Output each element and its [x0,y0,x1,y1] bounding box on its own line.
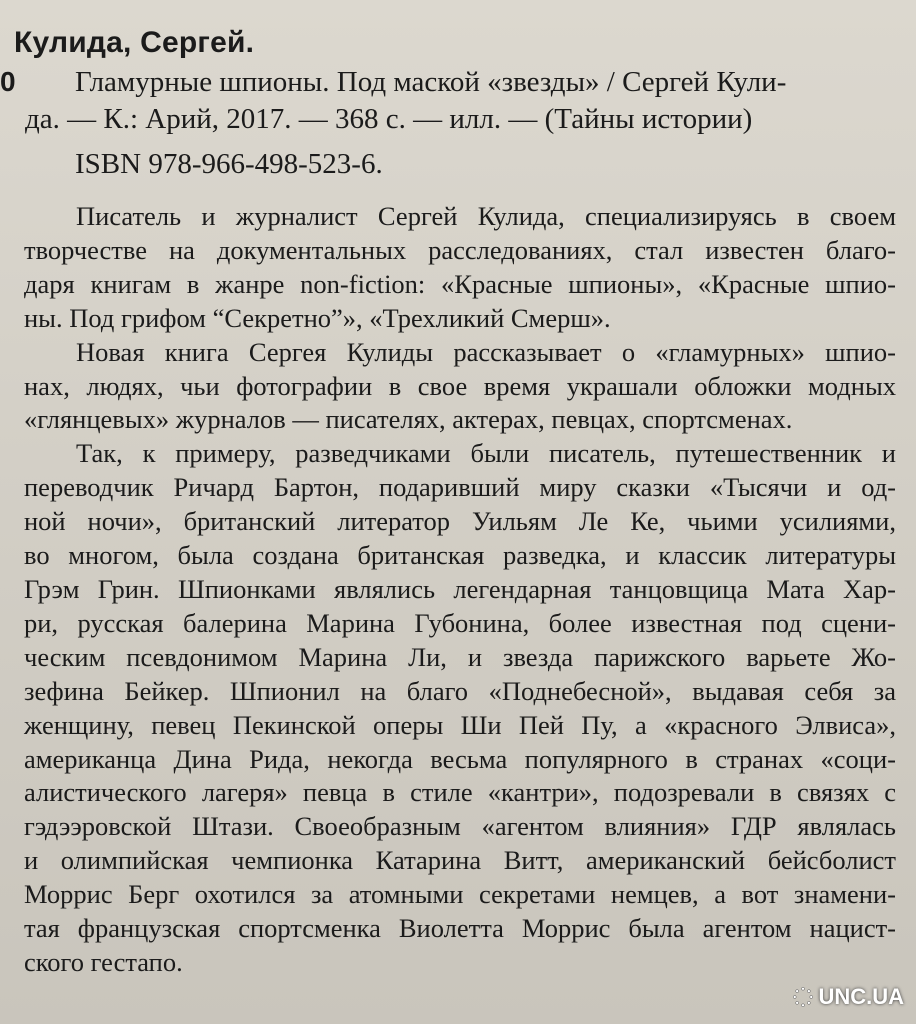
biblio-line-2: да. — К.: Арий, 2017. — 368 с. — илл. — (Тайны истории) [25,103,753,135]
text-line: женщину, певец Пекинской оперы Ши Пей Пу, а «красного Элвиса», [24,709,896,740]
text-line: во многом, была создана британская разведка, и классик литературы [24,540,896,571]
text-line: ческим псевдонимом Марина Ли, и звезда парижского варьете Жо- [24,641,896,672]
text-line: и олимпийская чемпионка Катарина Витт, американский бейсболист [24,845,896,876]
watermark [792,984,904,1010]
text-line: «глянцевых» журналов — писателях, актерах, певцах, спортсменах. [24,404,793,435]
text-line: ского гестапо. [24,946,183,977]
text-line: творчестве на документальных расследованиях, стал известен благо- [24,234,896,265]
bibliographic-record [25,64,895,138]
author-heading: Кулида, Сергей. [14,26,255,59]
annotation-text [24,200,896,980]
text-line: Моррис Берг охотился за атомными секретами немцев, а вот знамени- [24,879,896,910]
text-line: переводчик Ричард Бартон, подаривший миру сказки «Тысячи и од- [24,472,896,503]
text-line: американца Дина Рида, некогда весьма популярного в странах «соци- [24,743,896,774]
text-line: ны. Под грифом “Секретно”», «Трехликий Смерш». [24,302,611,333]
catalog-number: 0 [0,66,16,97]
text-line: алистического лагеря» певца в стиле «кантри», подозревали в связях с [24,777,896,808]
star-icon [792,986,814,1008]
biblio-line-1: Гламурные шпионы. Под маской «звезды» / Сергей Кули- [75,66,787,98]
text-line: ной ночи», британский литератор Уильям Ле Ке, чьими усилиями, [24,506,896,537]
text-line: Писатель и журналист Сергей Кулида, специализируясь в своем [76,201,896,231]
text-line: гэдээровской Штази. Своеобразным «агентом влияния» ГДР являлась [24,811,896,842]
text-line: Грэм Грин. Шпионками являлись легендарная танцовщица Мата Хар- [24,573,896,604]
text-line: тая французская спортсменка Виолетта Моррис была агентом нацист- [24,913,896,944]
isbn: ISBN 978-966-498-523-6. [75,148,383,180]
text-line: Новая книга Сергея Кулиды рассказывает о «гламурных» шпио- [76,336,896,367]
text-line: Так, к примеру, разведчиками были писатель, путешественник и [76,438,896,469]
watermark-text: UNC.UA [818,984,904,1009]
text-line: зефина Бейкер. Шпионил на благо «Поднебесной», выдавая себя за [24,675,896,706]
text-line: даря книгам в жанре non-fiction: «Красные шпионы», «Красные шпио- [24,268,896,299]
text-line: ри, русская балерина Марина Губонина, более известная под сцени- [24,607,896,638]
text-line: нах, людях, чьи фотографии в свое время украшали обложки модных [24,370,896,401]
